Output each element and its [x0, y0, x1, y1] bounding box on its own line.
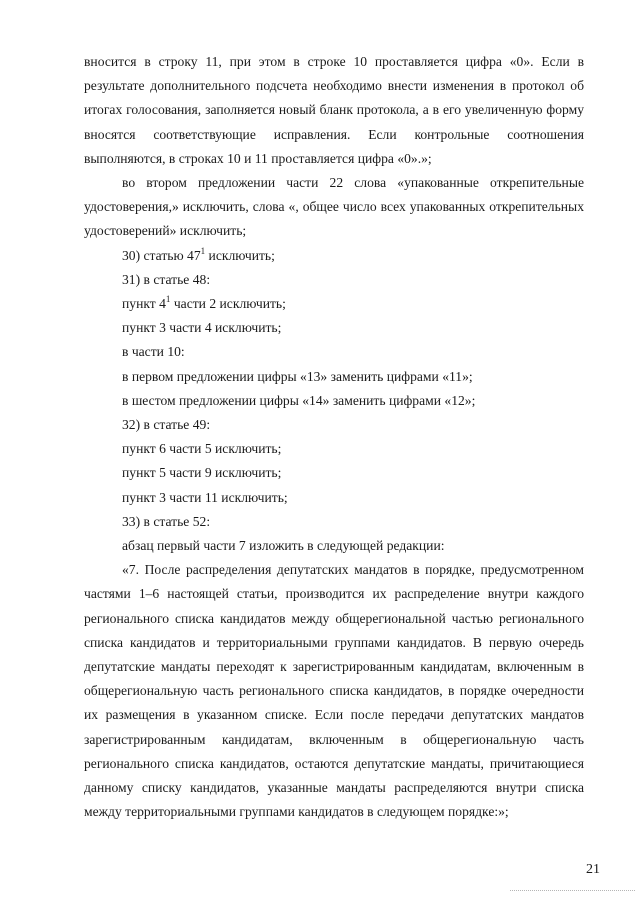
item-31-sub-1-text: пункт 4: [122, 296, 166, 312]
item-32-sub-2: пункт 5 части 9 исключить;: [122, 465, 282, 481]
item-31-sub-3: в части 10:: [122, 344, 185, 360]
item-30-text: 30) статью 47: [122, 247, 201, 263]
item-33-sub-1: абзац первый части 7 изложить в следующей редакции:: [122, 538, 445, 554]
item-31-sub-4: в первом предложении цифры «13» заменить цифрами «11»;: [122, 368, 473, 384]
item-31-sub-2: пункт 3 части 4 исключить;: [122, 320, 282, 336]
item-31-sub-1: [84, 292, 584, 316]
paragraph-continuation: вносится в строку 11, при этом в строке 10 проставляется цифра «0». Если в результате дополнительного подсчета необходимо внести изменения в протокол об итогах голосования, заполняется новый бланк протокола, а в его увеличенную форму вносятся соответствующие исправления. Если контрольные соотношения выполняются, в строках 10 и 11 проставляется цифра «0».»;: [84, 54, 584, 166]
footer-dotted-rule: [510, 890, 635, 891]
item-31-sub-5: в шестом предложении цифры «14» заменить цифрами «12»;: [122, 392, 476, 408]
item-30-superscript: 1: [200, 245, 206, 256]
item-32-sub-1: пункт 6 части 5 исключить;: [122, 441, 282, 457]
paragraph-part-22-amendment: во втором предложении части 22 слова «упакованные открепительные удостоверения,» исключить, слова «, общее число всех упакованных открепительных удостоверений» исключить;: [84, 175, 584, 239]
item-31-sub-1-superscript: 1: [165, 294, 171, 305]
item-30-text-end: исключить;: [205, 247, 275, 263]
item-30: [84, 244, 584, 268]
item-31-sub-1-text-end: части 2 исключить;: [170, 296, 286, 312]
page-number: 21: [586, 862, 600, 877]
item-33: 33) в статье 52:: [122, 513, 211, 529]
quoted-paragraph-part-7: «7. После распределения депутатских мандатов в порядке, предусмотренном частями 1–6 настоящей статьи, производится их распределение внутри каждого регионального списка кандидатов между общерегиональной частью регионального списка кандидатов и территориальными группами кандидатов. В первую очередь депутатские мандаты переходят к зарегистрированным кандидатам, включенным в общерегиональную часть регионального списка кандидатов, в порядке очередности их размещения в указанном списке. Если после передачи депутатских мандатов зарегистрированным кандидатам, включенным в общерегиональную часть регионального списка кандидатов, остаются депутатские мандаты, причитающиеся данному списку кандидатов, указанные мандаты распределяются внутри списка между территориальными группами кандидатов в следующем порядке:»;: [84, 562, 584, 820]
item-32: 32) в статье 49:: [122, 417, 211, 433]
item-32-sub-3: пункт 3 части 11 исключить;: [122, 489, 288, 505]
document-body: [84, 50, 584, 825]
item-31: 31) в статье 48:: [122, 271, 211, 287]
